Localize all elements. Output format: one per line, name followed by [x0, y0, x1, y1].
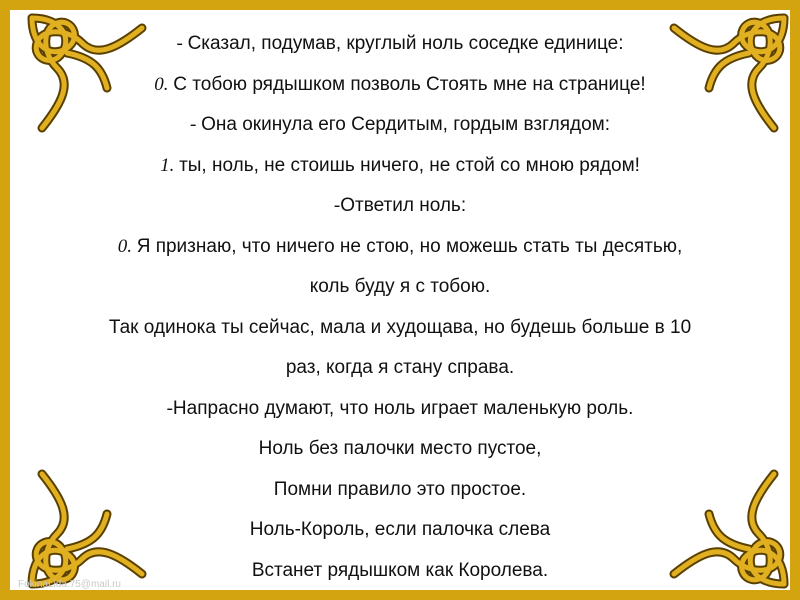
line-text: ты, ноль, не стоишь ничего, не стой со мною рядом! [179, 154, 640, 176]
poem-line [10, 308, 790, 349]
line-text: Напрасно думают, что ноль играет маленькую роль. [172, 397, 634, 419]
line-text: Она окинула его Сердитым, гордым взглядом: [201, 114, 610, 135]
poem-line [10, 227, 790, 268]
line-text: Помни правило это простое. [273, 478, 527, 500]
poem-text [10, 24, 790, 591]
poem-line [10, 510, 790, 551]
poem-line [10, 551, 790, 592]
slide [10, 10, 790, 590]
line-marker: - [190, 114, 202, 135]
line-marker: - [333, 195, 341, 216]
line-text: Так одинока ты сейчас, мала и худощава, но будешь больше в 10 [108, 316, 692, 338]
poem-line [10, 24, 790, 65]
line-text: раз, когда я стану справа. [285, 357, 515, 378]
line-marker: - [166, 397, 173, 419]
line-marker: 1. [160, 154, 180, 176]
line-text: С тобою рядышком позволь Стоять мне на странице! [173, 73, 646, 95]
poem-line [10, 470, 790, 511]
watermark: FokinaLida.75@mail.ru [18, 579, 121, 590]
line-text: Ответил ноль: [340, 195, 467, 216]
poem-line [10, 105, 790, 146]
line-text: Ноль без палочки место пустое, [258, 438, 542, 459]
line-marker: - [176, 33, 188, 54]
poem-line [10, 146, 790, 187]
poem-line [10, 429, 790, 470]
poem-line [10, 186, 790, 227]
poem-line [10, 348, 790, 389]
line-text: Я признаю, что ничего не стою, но можешь стать ты десятью, [136, 235, 683, 257]
poem-line [10, 65, 790, 106]
line-marker: 0. [154, 73, 174, 95]
line-marker: 0. [117, 235, 137, 257]
line-text: Ноль-Король, если палочка слева [249, 519, 551, 540]
line-text: Сказал, подумав, круглый ноль соседке единице: [187, 33, 624, 54]
poem-line [10, 389, 790, 430]
poem-line [10, 267, 790, 308]
line-text: Встанет рядышком как Королева. [251, 559, 549, 581]
line-text: коль буду я с тобою. [309, 276, 491, 297]
